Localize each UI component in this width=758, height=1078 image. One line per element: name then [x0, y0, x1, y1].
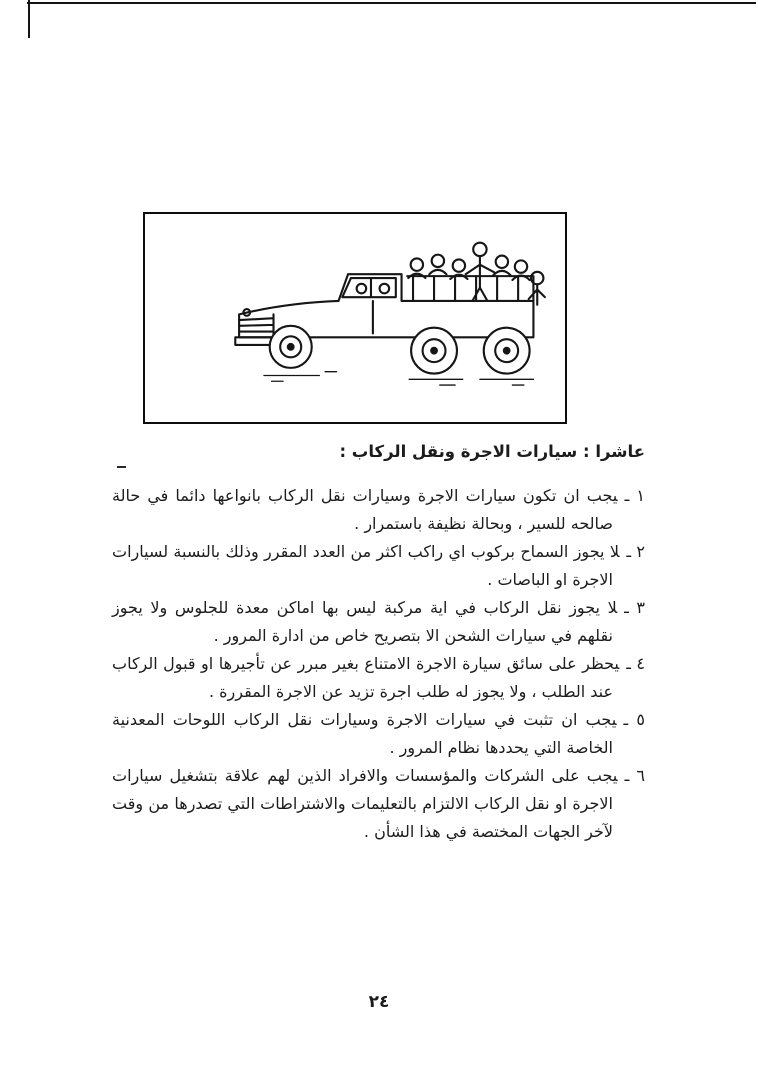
regulation-list — [112, 482, 645, 846]
item-text: يجب ان تكون سيارات الاجرة وسيارات نقل الركاب بانواعها دائما في حالة صالحه للسير ، وبحالة نظيفة باستمرار . — [112, 486, 618, 533]
section-heading: عاشرا : سيارات الاجرة ونقل الركاب : — [339, 442, 645, 461]
item-text: يجب على الشركات والمؤسسات والافراد الذين لهم علاقة بتشغيل سيارات الاجرة او نقل الركاب الالتزام بالتعليمات والاشتراطات التي تصدرها من وقت لآخر الجهات المختصة في هذا الشأن . — [112, 766, 618, 841]
item-text: يحظر على سائق سيارة الاجرة الامتناع بغير مبرر عن تأجيرها او قبول الركاب عند الطلب ، ولا يجوز له طلب اجرة تزيد عن الاجرة المقررة . — [112, 654, 620, 701]
item-text: لا يجوز السماح بركوب اي راكب اكثر من العدد المقرر وذلك بالنسبة لسيارات الاجرة او الباصات . — [112, 542, 620, 589]
scan-artifact-left-line — [28, 0, 30, 38]
list-item-5 — [112, 706, 645, 762]
ground-shading — [264, 372, 533, 385]
list-item-3 — [112, 594, 645, 650]
item-number: ٣ ـ — [624, 598, 646, 617]
item-number: ١ ـ — [624, 486, 645, 505]
standing-passenger-figure — [466, 243, 495, 303]
list-item-1 — [112, 482, 645, 538]
list-item-4 — [112, 650, 645, 706]
item-text: يجب ان تثبت في سيارات الاجرة وسيارات نقل الركاب اللوحات المعدنية الخاصة التي يحددها نظام المرور . — [112, 710, 617, 757]
page-number: ٢٤ — [368, 992, 390, 1012]
item-number: ٥ ـ — [623, 710, 646, 729]
item-text: لا يجوز نقل الركاب في اية مركبة ليس بها اماكن معدة للجلوس ولا يجوز نقلهم في سيارات الشحن الا بتصريح خاص من ادارة المرور . — [112, 598, 618, 645]
regulations-text-block — [112, 438, 645, 846]
item-number: ٢ ـ — [626, 542, 645, 561]
truck-illustration-frame — [143, 212, 567, 424]
truck-with-passengers-illustration — [227, 236, 557, 408]
scan-artifact-top-line — [27, 2, 756, 4]
list-item-2 — [112, 538, 645, 594]
item-number: ٤ ـ — [626, 654, 645, 673]
item-number: ٦ ـ — [624, 766, 645, 785]
list-item-6 — [112, 762, 645, 846]
